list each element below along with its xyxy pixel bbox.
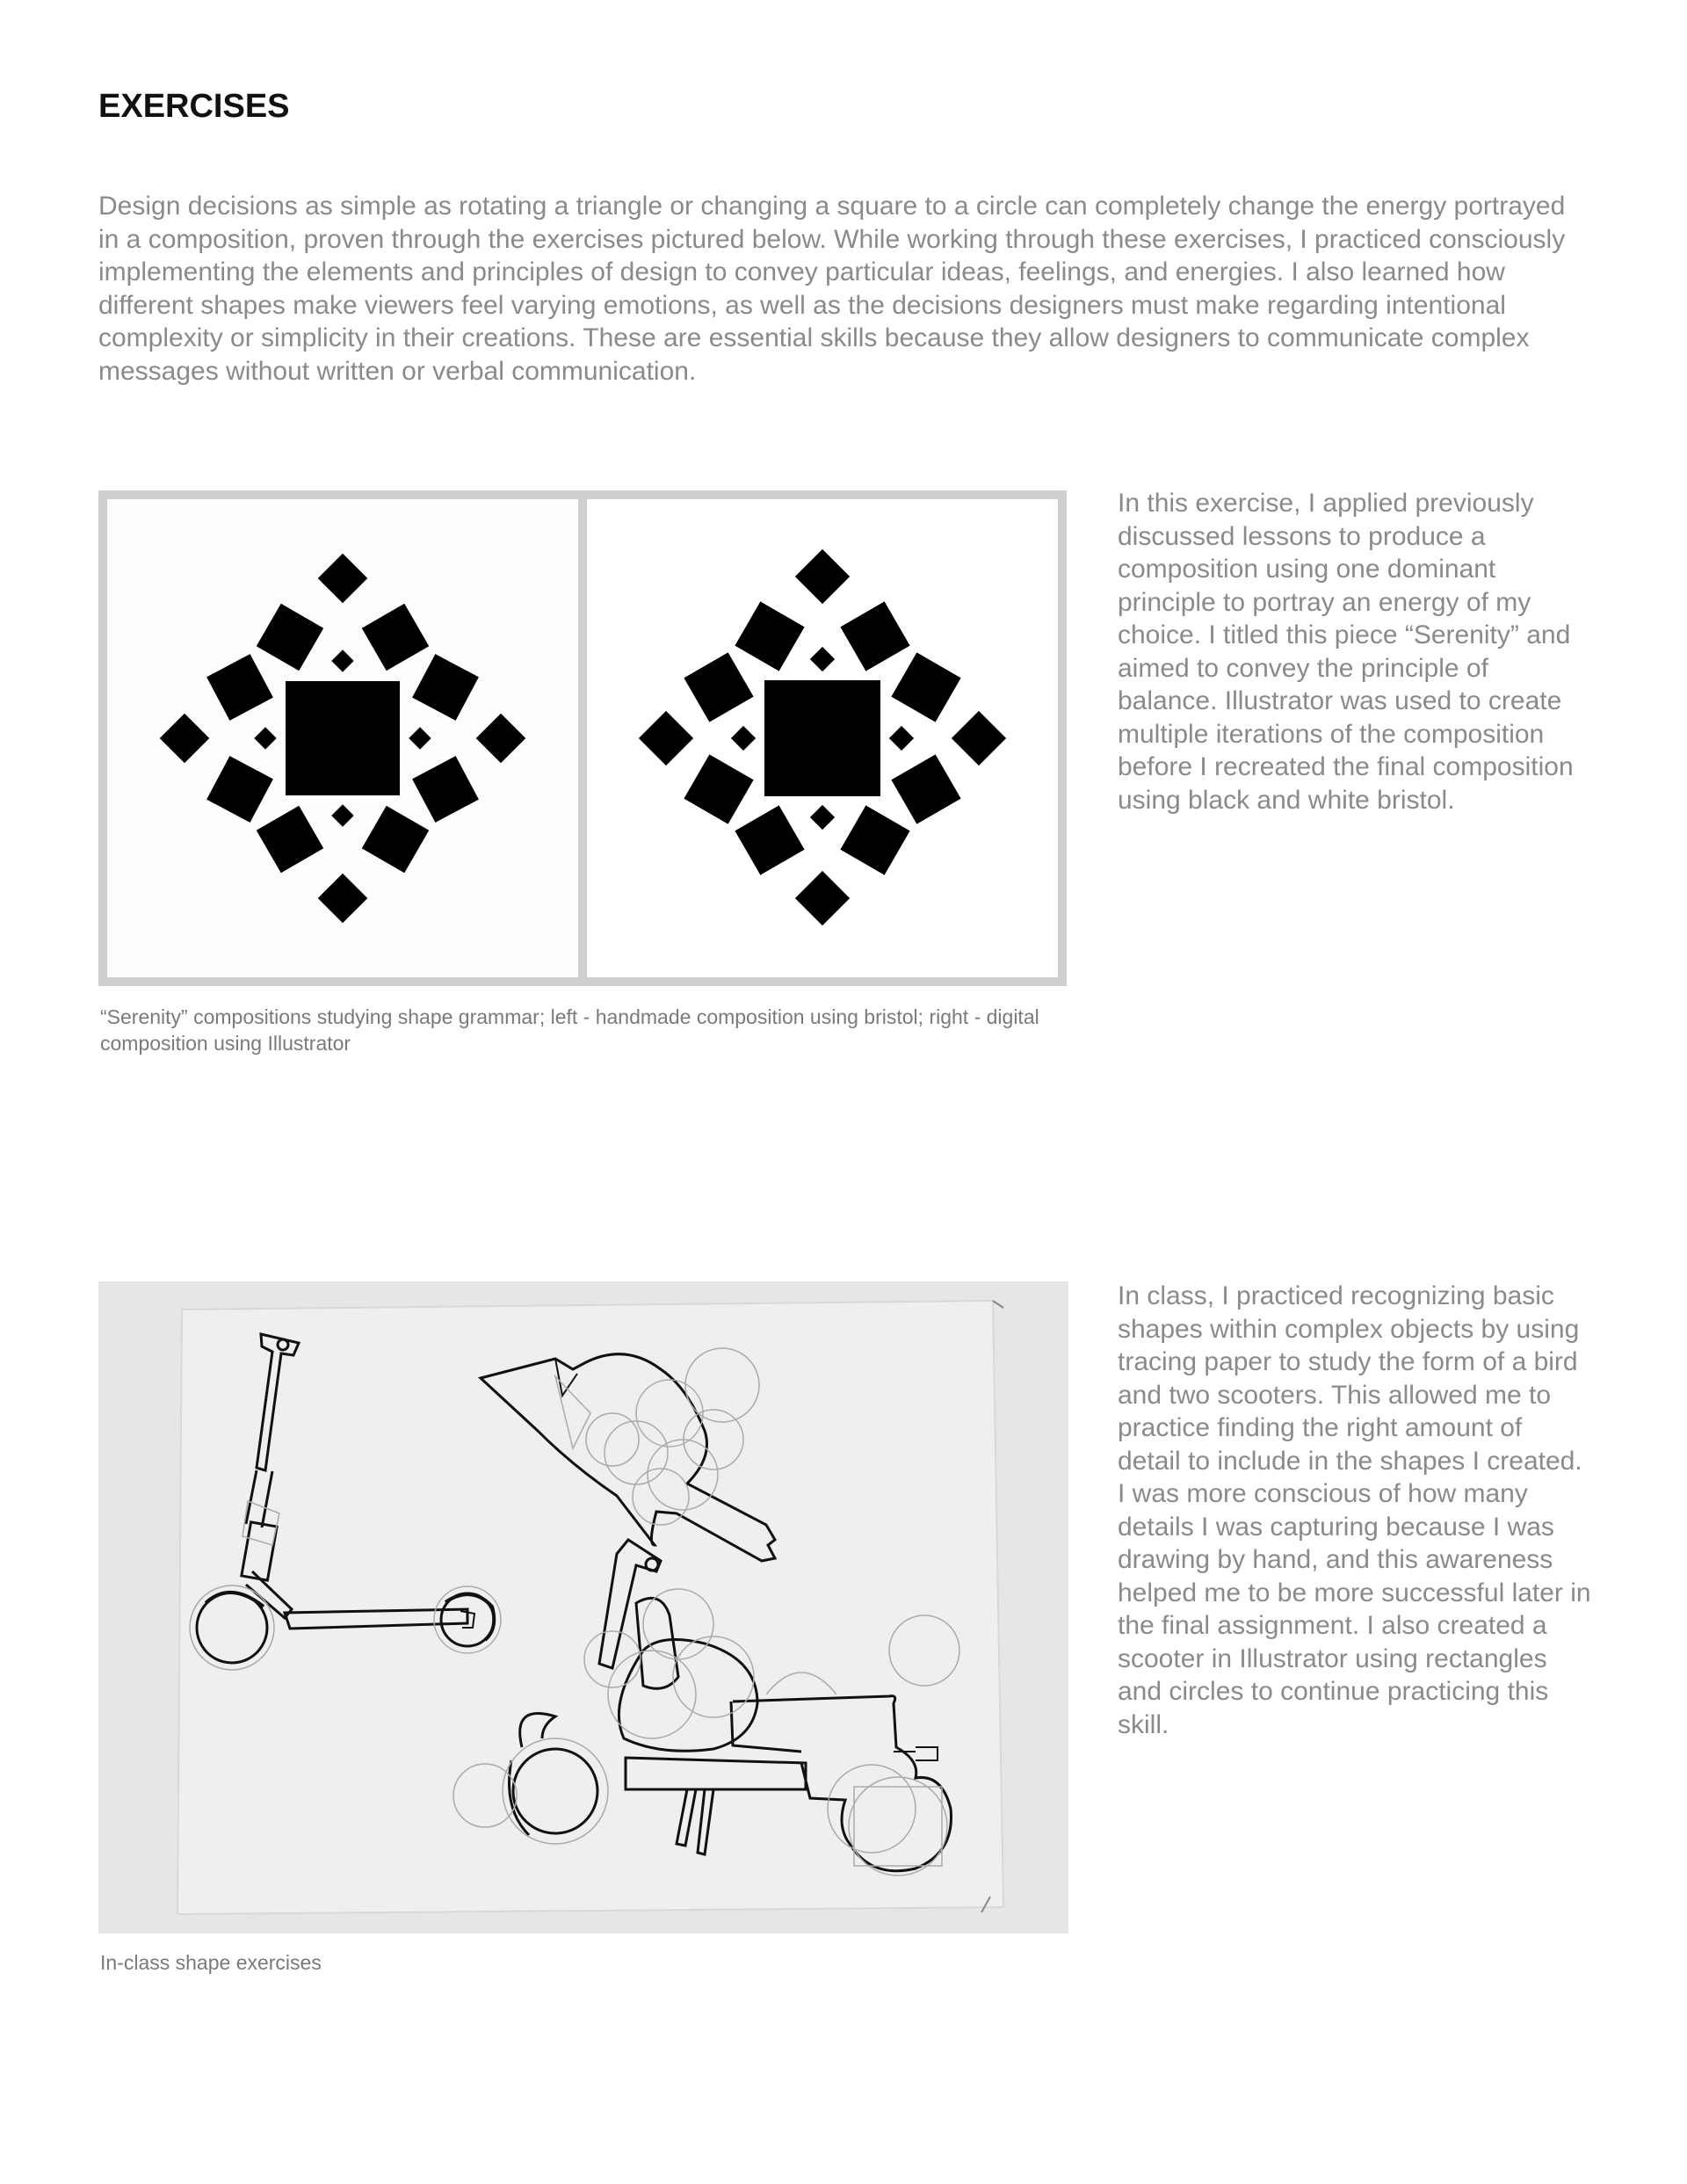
shape-exercises-caption: In-class shape exercises [100, 1951, 322, 1974]
handmade-composition-panel [107, 499, 578, 977]
handmade-serenity-artwork [107, 499, 578, 977]
page-title: EXERCISES [98, 88, 290, 125]
digital-composition-panel [587, 499, 1058, 977]
intro-paragraph: Design decisions as simple as rotating a triangle or changing a square to a circle can completely change the energy portrayed in a composition, proven through the exercises pictured below. While working through these exercises, I practiced consciously implementing the elements and principles of design to convey particular ideas, feelings, and energies. I also learned how different shapes make viewers feel varying emotions, as well as the decisions designers must make regarding intentional complexity or simplicity in their creations. These are essential skills because they allow designers to communicate complex messages without written or verbal communication. [98, 192, 1566, 386]
shape-exercises-description: In class, I practiced recognizing basic shapes within complex objects by using tracing paper to study the form of a bird and two scooters. This allowed me to practice finding the right amount of detail to include in the shapes I created. I was more conscious of how many details I was capturing because I was drawing by hand, and this awareness helped me to be more successful later in the final assignment. I also created a scooter in Illustrator using rectangles and circles to continue practicing this skill. [1118, 1281, 1591, 1739]
serenity-compositions-frame [98, 490, 1067, 986]
digital-serenity-artwork [587, 499, 1058, 977]
shape-exercises-photo [98, 1281, 1068, 1934]
serenity-description: In this exercise, I applied previously discussed lessons to produce a composition using one dominant principle to portray an energy of my choice. I titled this piece “Serenity” and aimed to convey the principle of balance. Illustrator was used to create multiple iterations of the composition before I recreated the final composition using black and white bristol. [1118, 489, 1574, 815]
tracing-paper-drawings [98, 1281, 1068, 1934]
serenity-caption: “Serenity” compositions studying shape grammar; left - handmade composition using bristol; right - digital composition using Illustrator [100, 1005, 1039, 1055]
